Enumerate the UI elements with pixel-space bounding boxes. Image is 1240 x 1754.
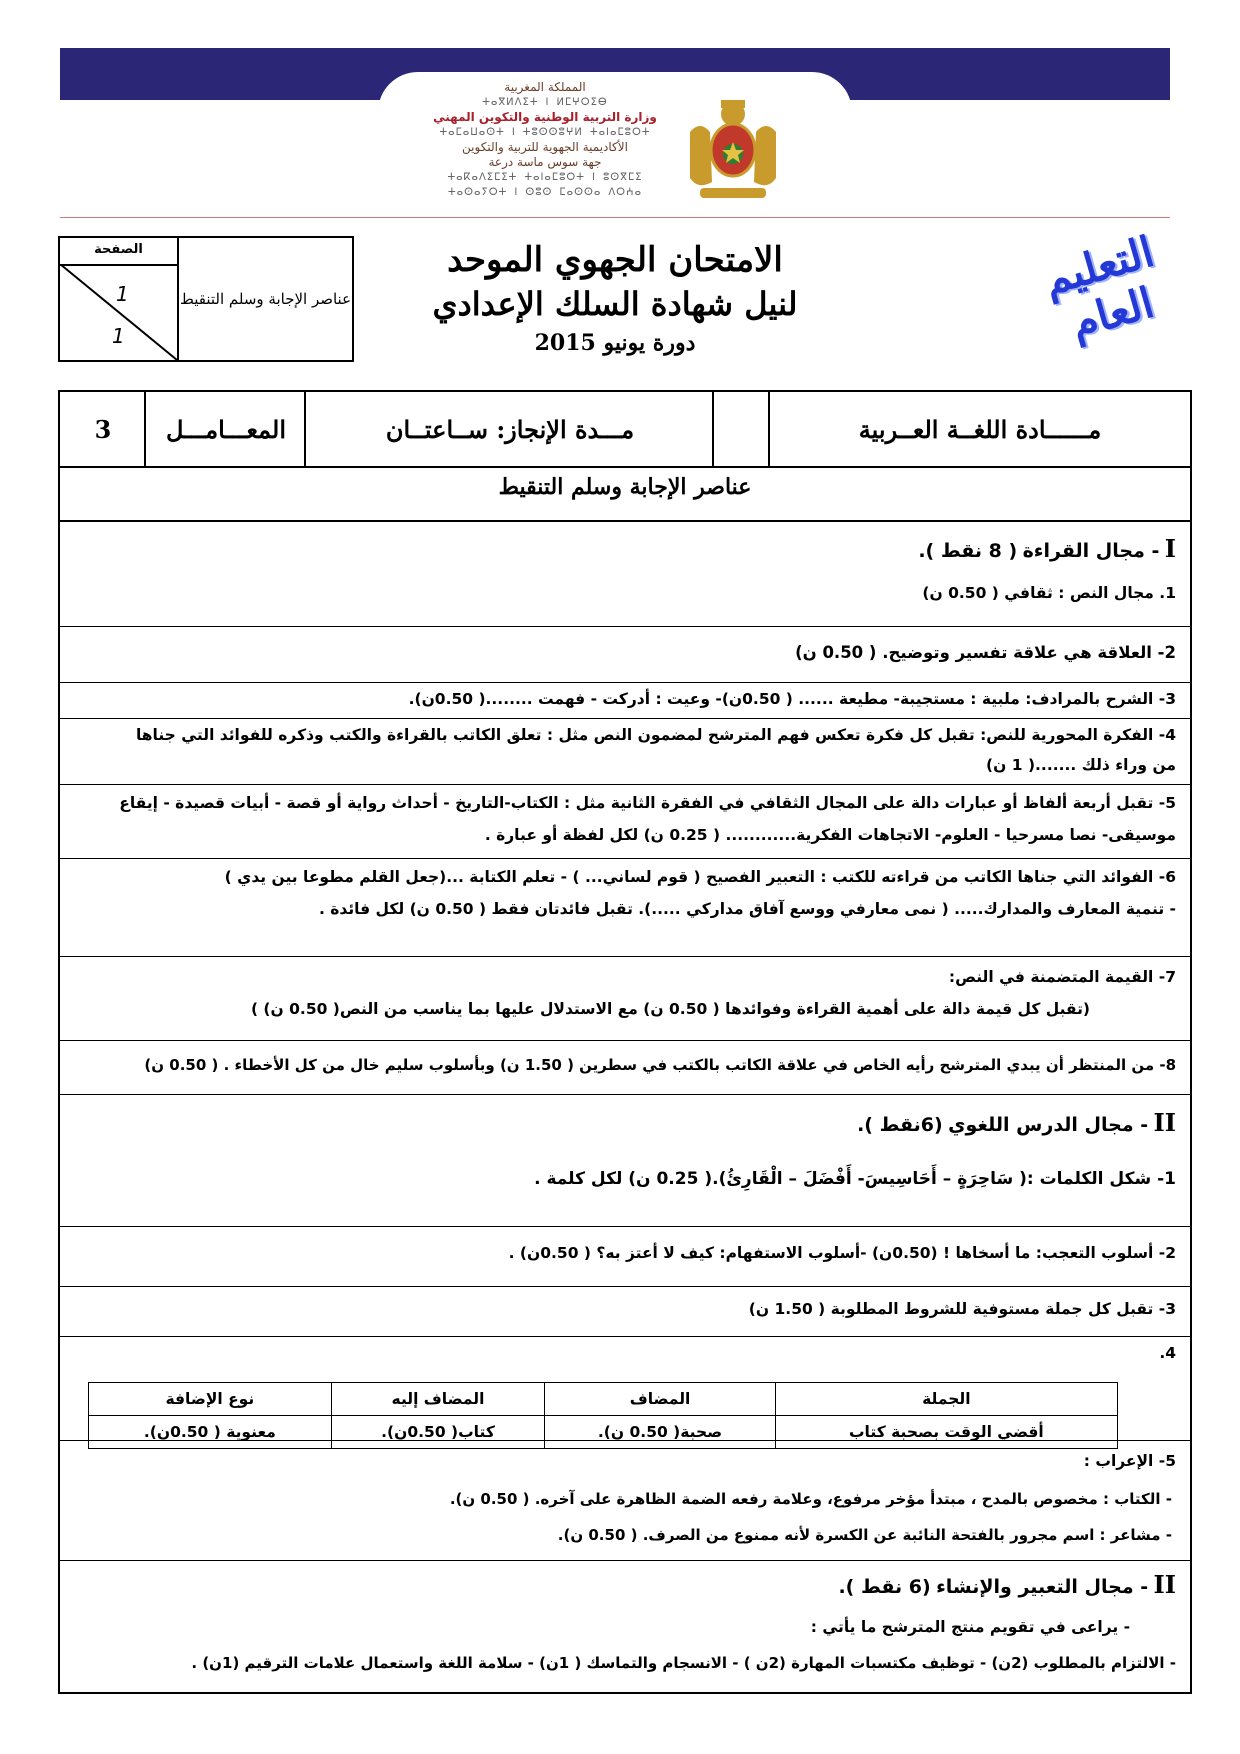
blank-cell xyxy=(712,392,770,466)
ministry-line: ⵜⴰⵙⴰⵢⵔⵜ ⵏ ⵙⵓⵙ ⵎⴰⵙⵙⴰ ⴷⵔⵄⴰ xyxy=(447,187,643,198)
reading-section-title xyxy=(74,534,1176,567)
idafa-header: المضاف xyxy=(545,1383,775,1416)
ministry-line: وزارة التربية الوطنية والتكوين المهني xyxy=(433,110,657,124)
reading-q2-row xyxy=(60,626,1190,683)
language-q2: 2- أسلوب التعجب: ما أسخاها ! (0.50ن) -أسلوب الاستفهام: كيف لا أعتز به؟ ( 0.50ن) . xyxy=(508,1244,1176,1262)
reading-q8-row xyxy=(60,1040,1190,1095)
page-number-box xyxy=(60,238,177,360)
writing-intro: - يراعى في تقويم منتج المترشح ما يأتي : xyxy=(810,1618,1130,1636)
language-q5-row xyxy=(60,1440,1190,1561)
language-q5-line2: - مشاعر : اسم مجرور بالفتحة النائبة عن الكسرة لأنه ممنوع من الصرف. ( 0.50 ن). xyxy=(557,1526,1172,1544)
section-title: - مجال القراءة xyxy=(1022,540,1160,562)
exam-title: الامتحان الجهوي الموحد xyxy=(447,240,783,280)
header-divider xyxy=(60,217,1170,218)
reading-q7-row xyxy=(60,956,1190,1041)
reading-q6-row xyxy=(60,858,1190,957)
ministry-line: جهة سوس ماسة درعة xyxy=(488,155,602,169)
idafa-cell: أقضي الوقت بصحبة كتاب xyxy=(775,1416,1117,1449)
language-q4: 4. xyxy=(1159,1344,1176,1362)
idafa-cell: كتاب( 0.50ن). xyxy=(331,1416,545,1449)
section-points: (6 نقط ). xyxy=(838,1576,931,1598)
language-q5: 5- الإعراب : xyxy=(1083,1452,1176,1470)
reading-q2: 2- العلاقة هي علاقة تفسير وتوضيح. ( 0.50 ن) xyxy=(795,643,1176,662)
language-q1-row xyxy=(60,1094,1190,1227)
reading-q5-line2: موسيقى- نصا مسرحيا - العلوم- الاتجاهات الفكرية............ ( 0.25 ن) لكل لفظة أو عبارة . xyxy=(484,826,1176,844)
reading-q5-row xyxy=(60,784,1190,859)
idafa-cell: صحبة( 0.50 ن). xyxy=(545,1416,775,1449)
ministry-line: ⵜⴰⵎⴰⵡⴰⵙⵜ ⵏ ⵜⵓⵙⵙⵓⵖⵍ ⵜⴰⵏⴰⵎⵓⵔⵜ xyxy=(439,127,651,138)
section-roman: I xyxy=(1164,534,1176,563)
writing-section-title xyxy=(74,1570,1176,1603)
reading-q4-line1: 4- الفكرة المحورية للنص: تقبل كل فكرة تعكس فهم المترشح لمضمون النص مثل : تعلق الكاتب بالقراءة والكتب وذكره للفوائد التي جناها xyxy=(135,726,1176,744)
reading-q3-row xyxy=(60,682,1190,719)
ministry-line: ⵜⴰⴽⴰⴷⵉⵎⵉⵜ ⵜⴰⵏⴰⵎⵓⵔⵜ ⵏ ⵓⵙⴳⵎⵉ xyxy=(447,172,643,183)
idafa-data-row xyxy=(89,1416,1118,1449)
duration-cell: مـــدة الإنجاز: ســاعتــان xyxy=(304,392,714,466)
coefficient-value: 3 xyxy=(94,414,112,444)
reading-q6-line1: 6- الفوائد التي جناها الكاتب من قراءته للكتب : التعبير الفصيح ( قوم لساني... ) - تعلم الكتابة ...(جعل القلم مطوعا بين يدي ) xyxy=(224,868,1176,886)
reading-q3: 3- الشرح بالمرادف: ملبية : مستجيبة- مطيعة ...... ( 0.50ن)- وعيت : أدركت - فهمت ........( 0.50ن). xyxy=(408,690,1176,708)
reading-q5-line1: 5- تقبل أربعة ألفاظ أو عبارات دالة على المجال الثقافي في الفقرة الثانية مثل : الكتاب-التاريخ - أحداث رواية أو قصة - أبيات قصيدة - إيقاع xyxy=(119,794,1176,812)
coat-of-arms-icon xyxy=(682,92,784,204)
reading-q6-line2: - تنمية المعارف والمدارك..... ( نمى معارفي ووسع آفاق مداركي .....). تقبل فائدتان فقط ( 0.50 ن) لكل فائدة . xyxy=(318,900,1176,918)
writing-row xyxy=(60,1560,1190,1692)
section-title: - مجال الدرس اللغوي xyxy=(948,1114,1149,1136)
ministry-block xyxy=(420,80,670,200)
idafa-header: الجملة xyxy=(775,1383,1117,1416)
language-q2-row xyxy=(60,1226,1190,1287)
reading-q7-line2: (تقبل كل قيمة دالة على أهمية القراءة وفوائدها ( 0.50 ن) مع الاستدلال عليها بما يناسب من النص( 0.50 ن) ) xyxy=(250,1000,1090,1018)
answer-key-table xyxy=(58,390,1192,1694)
language-section-title xyxy=(74,1108,1176,1141)
ministry-line: ⵜⴰⴳⵍⴷⵉⵜ ⵏ ⵍⵎⵖⵔⵉⴱ xyxy=(482,97,608,108)
page-label: الصفحة xyxy=(94,242,143,257)
page-info-box xyxy=(58,236,354,362)
idafa-header: نوع الإضافة xyxy=(89,1383,332,1416)
section-roman: II xyxy=(1153,1108,1176,1137)
reading-q4-row xyxy=(60,718,1190,785)
subject-cell: مــــــادة اللغــة العــربية xyxy=(768,392,1190,466)
exam-session: دورة يونيو 2015 xyxy=(534,330,696,356)
exam-title-block xyxy=(380,238,850,360)
coefficient-label: المعـــامـــل xyxy=(144,392,306,466)
reading-q7-line1: 7- القيمة المتضمنة في النص: xyxy=(948,968,1176,986)
reading-q4-line2: من وراء ذلك .......( 1 ن) xyxy=(986,756,1176,774)
page-number: 1 xyxy=(116,282,129,306)
section-title: - مجال التعبير والإنشاء xyxy=(936,1576,1149,1598)
section-roman: II xyxy=(1153,1570,1176,1599)
reading-q1-row xyxy=(60,522,1190,627)
language-q3-row xyxy=(60,1286,1190,1337)
language-q5-line1: - الكتاب : مخصوص بالمدح ، مبتدأ مؤخر مرفوع، وعلامة رفعه الضمة الظاهرة على آخره. ( 0.50 ن). xyxy=(449,1490,1172,1508)
info-row xyxy=(60,392,1190,468)
language-q3: 3- تقبل كل جملة مستوفية للشروط المطلوبة ( 1.50 ن) xyxy=(748,1300,1176,1318)
ministry-line: الأكاديمية الجهوية للتربية والتكوين xyxy=(462,140,628,154)
section-points: (6نقط ). xyxy=(857,1114,943,1136)
doc-type: عناصر الإجابة وسلم التنقيط xyxy=(177,238,352,360)
reading-q1: 1. مجال النص : ثقافي ( 0.50 ن) xyxy=(922,584,1176,602)
idafa-table xyxy=(88,1382,1118,1449)
reading-q8: 8- من المنتظر أن يبدي المترشح رأيه الخاص في علاقة الكاتب بالكتب في سطرين ( 1.50 ن) وبأسلوب سليم خال من كل الأخطاء . ( 0.50 ن) xyxy=(144,1056,1176,1074)
writing-criteria: - الالتزام بالمطلوب (2ن) - توظيف مكتسبات المهارة (2ن ) - الانسجام والتماسك ( 1ن) - سلامة اللغة واستعمال علامات الترقيم (1ن) . xyxy=(191,1654,1176,1672)
idafa-header: المضاف إليه xyxy=(331,1383,545,1416)
language-q1: 1- شكل الكلمات :( سَاحِرَةٍ – أَحَاسِيسَ- أَفْضَلَ – الْقَارِئُ).( 0.25 ن) لكل كلمة . xyxy=(534,1169,1176,1189)
idafa-header-row xyxy=(89,1383,1118,1416)
main-title: عناصر الإجابة وسلم التنقيط xyxy=(60,466,1190,522)
idafa-cell: معنوية ( 0.50ن). xyxy=(89,1416,332,1449)
exam-subtitle: لنيل شهادة السلك الإعدادي xyxy=(432,285,798,323)
education-stamp: التعليم العام xyxy=(1038,226,1160,348)
section-points: ( 8 نقط ). xyxy=(918,540,1018,562)
page-total: 1 xyxy=(112,324,125,348)
ministry-line: المملكة المغربية xyxy=(504,80,586,94)
